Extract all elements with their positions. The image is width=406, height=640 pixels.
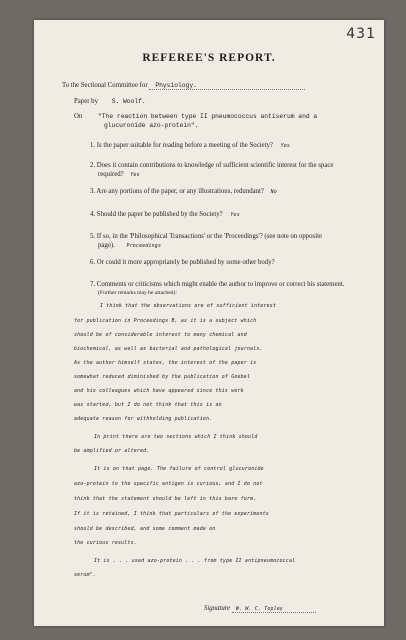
question-2-text-line2: required?: [98, 171, 124, 178]
comment-line: If it is retained, I think that particulars of the experiments: [74, 511, 269, 517]
comment-line: In print there are two sections which I think should: [94, 434, 258, 440]
question-7-line2: [98, 290, 177, 296]
comment-line: the curious results.: [74, 540, 137, 546]
referee-report-sheet: [34, 20, 384, 626]
comment-line: As the author himself states, the interest of the paper is: [74, 360, 257, 366]
comment-line: I think that the observations are of sufficient interest: [100, 303, 277, 309]
question-5-line2: [98, 242, 161, 249]
comment-line: think that the statement should be left in this bare form.: [74, 496, 257, 502]
question-5: [90, 233, 322, 240]
question-1-text: 1. Is the paper suitable for reading before a meeting of the Society?: [90, 142, 273, 149]
question-1: [90, 142, 290, 149]
comment-line: It is . . . used azo-protein . . . from type II antipneumococcal: [94, 558, 296, 564]
question-5-text-line1: 5. If so, in the 'Philosophical Transactions' or the 'Proceedings'? (see note on opposite: [90, 233, 322, 240]
on-value-line2: glucuronide azo-protein".: [104, 122, 199, 129]
question-6: [90, 259, 275, 266]
comment-line: azo-protein to the specific antigen is curious, and I do not: [74, 481, 263, 487]
question-7-text-line2: (Further remarks may be attached):: [98, 290, 177, 296]
committee-value: Physiology.: [149, 82, 305, 90]
question-6-text: 6. Or could it more appropriately be published by some other body?: [90, 259, 275, 266]
comment-line: It is on that page. The failure of control glucuronide: [94, 466, 264, 472]
committee-line: [62, 82, 305, 90]
question-3: [90, 188, 277, 195]
question-3-answer: No: [270, 189, 277, 195]
paper-by-line: [74, 98, 146, 105]
signature-value: W. W. C. Topley: [232, 606, 316, 613]
question-7: [90, 281, 344, 288]
question-2-text-line1: 2. Does it contain contributions to knowledge of sufficient scientific interest for the space: [90, 162, 334, 169]
comment-line: for publication in Proceedings B, as it is a subject which: [74, 318, 257, 324]
report-title: REFEREE'S REPORT.: [142, 52, 276, 64]
comment-line: biochemical, as well as bacterial and pathological journals.: [74, 346, 263, 352]
question-1-answer: Yes: [280, 143, 291, 149]
comment-line: should be described, and some comment made on: [74, 526, 216, 532]
signature-line: [204, 605, 316, 613]
question-3-text: 3. Are any portions of the paper, or any illustrations, redundant?: [90, 188, 264, 195]
question-2-answer: Yes: [130, 172, 140, 178]
question-5-text-line2: page).: [98, 242, 115, 249]
comment-line: was started, but I do not think that this is an: [74, 402, 222, 408]
comment-line: should be of considerable interest to many chemical and: [74, 332, 247, 338]
comment-line: be amplified or altered.: [74, 448, 150, 454]
paper-by-value: S. Woolf.: [111, 98, 146, 105]
question-5-answer: Proceedings: [126, 243, 162, 249]
committee-label: To the Sectional Committee for: [62, 82, 148, 89]
comment-line: serum".: [74, 572, 97, 578]
comment-line: adequate reason for withholding publication.: [74, 416, 213, 422]
question-7-text-line1: 7. Comments or criticisms which might enable the author to improve or correct his statement.: [90, 281, 345, 288]
on-label: On: [74, 113, 83, 120]
folio-number: 431: [346, 26, 376, 42]
comment-line: somewhat reduced diminished by the publication of Goebel: [74, 374, 251, 380]
on-value-line1: "The reaction between type II pneumococcus antiserum and a: [98, 113, 318, 120]
paper-by-label: Paper by: [74, 98, 98, 105]
signature-label: Signature: [204, 605, 231, 612]
question-4-answer: Yes: [230, 212, 240, 218]
on-line: [74, 113, 317, 120]
question-2-line2: [98, 171, 140, 178]
question-2: [90, 162, 333, 169]
comment-line: and his colleagues which have appeared since this work: [74, 388, 244, 394]
question-4-text: 4. Should the paper be published by the Society?: [90, 211, 223, 218]
question-4: [90, 211, 240, 218]
